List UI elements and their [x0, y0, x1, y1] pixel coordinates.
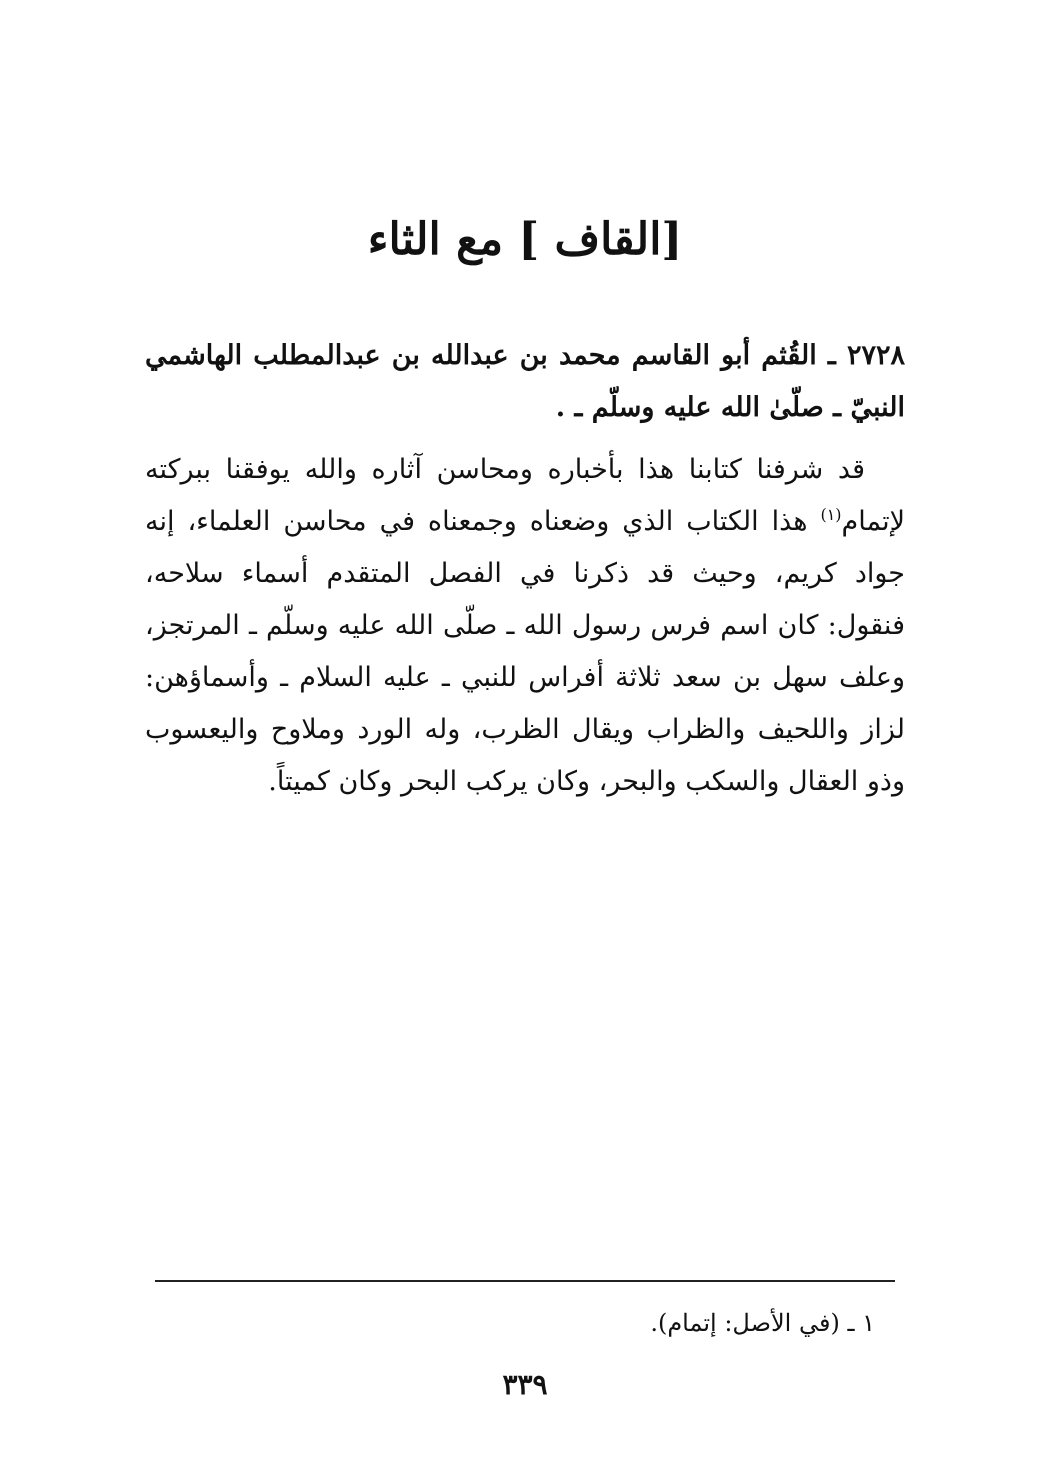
entry-heading — [145, 330, 905, 434]
footnote-divider — [155, 1280, 895, 1282]
entry-block — [145, 330, 905, 808]
entry-heading-text: القُثم أبو القاسم محمد بن عبدالله بن عبدالمطلب الهاشمي النبيّ ـ صلّىٰ الله عليه وسلّم ـ . — [145, 340, 905, 423]
footnote-reference[interactable]: (١) — [820, 505, 842, 524]
entry-number: ٢٧٢٨ ـ — [827, 340, 905, 371]
entry-body-text-part1: قد شرفنا كتابنا هذا بأخباره ومحاسن آثاره والله يوفقنا ببركته لإتمام — [145, 454, 905, 537]
footnote-text: ١ ـ (في الأصل: إتمام). — [650, 1309, 875, 1337]
page-number: ٣٣٩ — [502, 1368, 548, 1401]
section-title: [القاف ] مع الثاء — [367, 214, 683, 265]
entry-body — [145, 444, 905, 808]
entry-body-text-part2: هذا الكتاب الذي وضعناه وجمعناه في محاسن العلماء، إنه جواد كريم، وحيث قد ذكرنا في الفصل المتقدم أسماء سلاحه، فنقول: كان اسم فرس رسول الله ـ صلّى الله عليه وسلّم ـ المرتجز، وعلف سهل بن سعد ثلاثة أفراس للنبي ـ عليه السلام ـ وأسماؤهن: لزاز واللحيف والظراب ويقال الظرب، وله الورد وملاوح واليعسوب وذو العقال والسكب والبحر، وكان يركب البحر وكان كميتاً. — [145, 506, 905, 797]
